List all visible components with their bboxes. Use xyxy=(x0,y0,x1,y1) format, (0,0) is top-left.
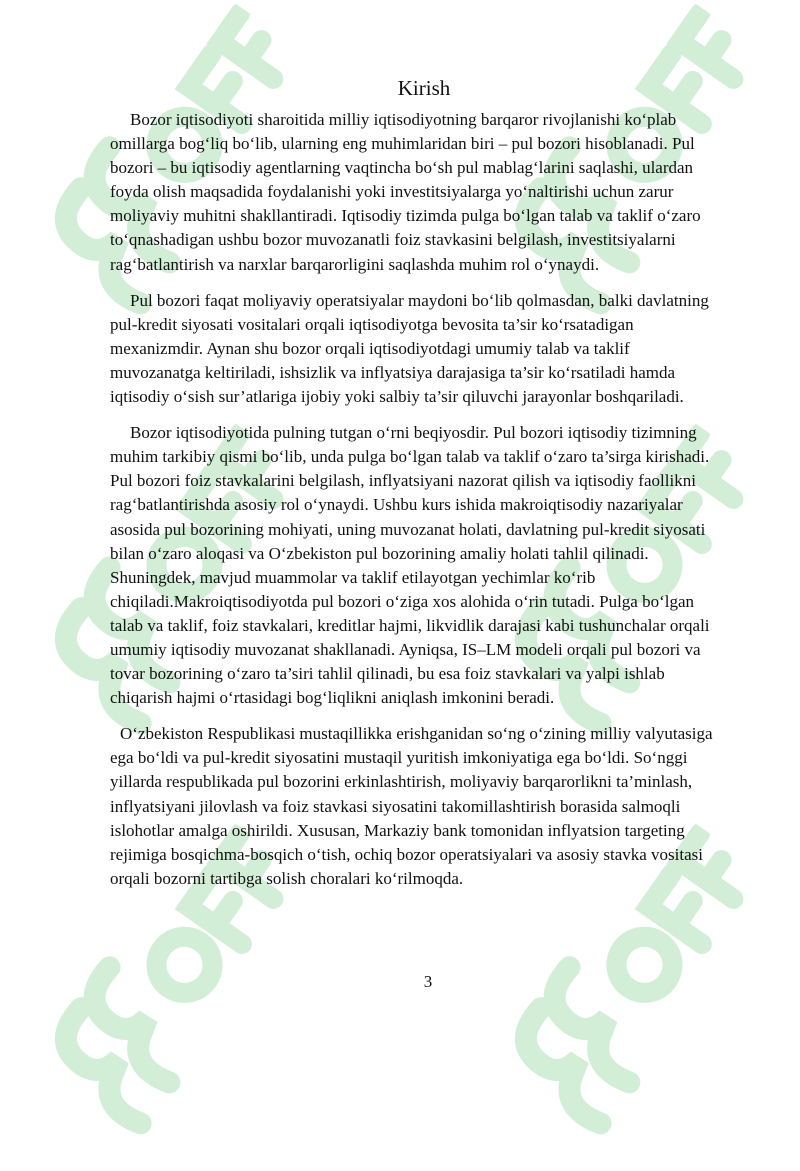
paragraph-3: Bozor iqtisodiyotida pulning tutgan o‘rni beqiyosdir. Pul bozori iqtisodiy tizimning muhim tarkibiy qismi bo‘lib, unda pulga bo‘lgan talab va taklif o‘zaro ta’sirga kirishadi. Pul bozori foiz stavkalarini belgilash, inflyatsiyani nazorat qilish va iqtisodiy faollikni rag‘batlantirishda asosiy rol o‘ynaydi. Ushbu kurs ishida makroiqtisodiy nazariyalar asosida pul bozorining mohiyati, uning muvozanat holati, davlatning pul-kredit siyosati bilan o‘zaro aloqasi va O‘zbekiston pul bozorining amaliy holati tahlil qilinadi. Shuningdek, mavjud muammolar va taklif etilayotgan yechimlar ko‘rib chiqiladi.Makroiqtisodiyotda pul bozori o‘ziga xos alohida o‘rin tutadi. Pulga bo‘lgan talab va taklif, foiz stavkalari, kreditlar hajmi, likvidlik darajasi kabi tushunchalar orqali umumiy iqtisodiy muvozanat shakllanadi. Ayniqsa, IS–LM modeli orqali pul bozori va tovar bozorining o‘zaro ta’siri tahlil qilinadi, bu esa foiz stavkalari va yalpi ishlab chiqarish hajmi o‘rtasidagi bog‘liqlikni aniqlash imkonini beradi. xyxy=(110,423,710,708)
page-title: Kirish xyxy=(397,76,451,100)
paragraph-4: O‘zbekiston Respublikasi mustaqillikka erishganidan so‘ng o‘zining milliy valyutasiga ega bo‘ldi va pul-kredit siyosatini mustaqil yuritish imkoniyatiga ega bo‘ldi. So‘nggi yillarda respublikada pul bozorini erkinlashtirish, moliyaviy barqarorlikni ta’minlash, inflyatsiyani jilovlash va foiz stavkasi siyosatini takomillashtirish borasida salmoqli islohotlar amalga oshirildi. Xususan, Markaziy bank tomonidan inflyatsion targeting rejimiga bosqichma-bosqich o‘tish, ochiq bozor operatsiyalari va asosiy stavka vositasi orqali bozorni tartibga solish choralari ko‘rilmoqda. xyxy=(110,724,713,888)
page-number: 3 xyxy=(423,972,433,991)
paragraph-1: Bozor iqtisodiyoti sharoitida milliy iqtisodiyotning barqaror rivojlanishi ko‘plab omillarga bog‘liq bo‘lib, ularning eng muhimlaridan biri – pul bozori hisoblanadi. Pul bozori – bu iqtisodiy agentlarning vaqtincha bo‘sh pul mablag‘larini saqlashi, ulardan foyda olish maqsadida foydalanishi yoki investitsiyalarga yo‘naltirishi uchun zarur moliyaviy muhitni shakllantiradi. Iqtisodiy tizimda pulga bo‘lgan talab va taklif o‘zaro to‘qnashadigan ushbu bozor muvozanatli foiz stavkasini belgilash, investitsiyalarni rag‘batlantirish va narxlar barqarorligini saqlashda muhim rol o‘ynaydi. xyxy=(110,110,701,274)
paragraph-2: Pul bozori faqat moliyaviy operatsiyalar maydoni bo‘lib qolmasdan, balki davlatning pul-kredit siyosati vositalari orqali iqtisodiyotga bevosita ta’sir ko‘rsatadigan mexanizmdir. Aynan shu bozor orqali iqtisodiyotdagi umumiy talab va taklif muvozanatga keltiriladi, ishsizlik va inflyatsiya darajasiga ta’sir ko‘rsatiladi hamda iqtisodiy o‘sish sur’atlariga ijobiy yoki salbiy ta’sir qiluvchi jarayonlar boshqariladi. xyxy=(110,290,709,407)
